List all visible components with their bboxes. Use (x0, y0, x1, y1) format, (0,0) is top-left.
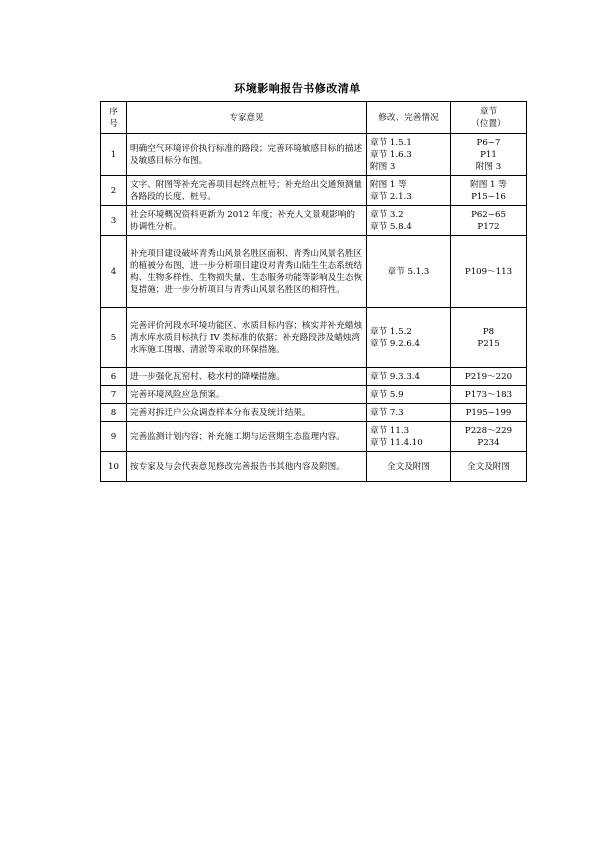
cell-line: 附图 1 等 (470, 179, 507, 190)
table-header-row (101, 102, 527, 134)
cell-line: 章节 1.5.1 (370, 137, 412, 148)
page-location (451, 134, 527, 176)
cell-line: 章节 9.3.3.4 (370, 371, 420, 382)
revision-status (367, 236, 451, 308)
cell-line: P11 (480, 149, 497, 160)
page-location (451, 308, 527, 368)
row-number: 10 (101, 452, 127, 482)
revision-status (367, 308, 451, 368)
table-row (101, 206, 527, 236)
table-row (101, 134, 527, 176)
page-location (451, 236, 527, 308)
row-number: 7 (101, 386, 127, 404)
header-no (101, 102, 127, 134)
revision-table (100, 101, 527, 482)
cell-line: 章节 5.8.4 (370, 221, 412, 232)
cell-line: P195~199 (465, 407, 512, 418)
cell-line: （位置） (471, 118, 506, 129)
page-location (451, 422, 527, 452)
cell-line: 附图 3 (370, 161, 396, 172)
cell-line: 章节 1.5.2 (370, 326, 412, 337)
cell-line: 章节 (479, 106, 498, 117)
cell-line: 章节 9.2.6.4 (370, 338, 420, 349)
table-row (101, 176, 527, 206)
cell-line: P215 (477, 338, 500, 349)
table-row (101, 386, 527, 404)
expert-opinion: 文字、附图等补充完善项目起终点桩号；补充给出交通预测量各路段的长度、桩号。 (127, 176, 367, 206)
cell-line: P173～183 (464, 389, 513, 400)
cell-line: P228～229 (464, 425, 513, 436)
cell-line: P109～113 (464, 266, 513, 277)
cell-line: 章节 11.4.10 (370, 437, 423, 448)
cell-line: 附图 3 (475, 161, 502, 172)
cell-line: 章节 2.1.3 (370, 191, 412, 202)
cell-line: P15~16 (471, 191, 506, 202)
header-status: 修改、完善情况 (367, 102, 451, 134)
cell-line: 章节 5.1.3 (387, 266, 430, 277)
revision-status (367, 134, 451, 176)
page-location (451, 386, 527, 404)
cell-line: 章节 3.2 (370, 209, 404, 220)
row-number: 8 (101, 404, 127, 422)
cell-line: P6~7 (476, 137, 501, 148)
cell-line: 全文及附图 (387, 461, 430, 472)
cell-line: 章节 5.9 (370, 389, 404, 400)
cell-line: P172 (477, 221, 500, 232)
page-location (451, 206, 527, 236)
table-row (101, 236, 527, 308)
expert-opinion: 补充项目建设破坏青秀山风景名胜区面积、青秀山风景名胜区的植被分布图，进一步分析项目建设对青秀山陆生生态系统结构、生物多样性、生物损失量、生态服务功能等影响及生态恢复措施；进一步分析项目与青秀山风景名胜区的相符性。 (127, 236, 367, 308)
expert-opinion: 按专家及与会代表意见修改完善报告书其他内容及附图。 (127, 452, 367, 482)
expert-opinion: 社会环境概况资料更新为 2012 年度；补充人文景观影响的协调性分析。 (127, 206, 367, 236)
row-number: 9 (101, 422, 127, 452)
revision-status (367, 404, 451, 422)
revision-status (367, 368, 451, 386)
cell-line: 全文及附图 (467, 461, 510, 472)
expert-opinion: 完善监测计划内容；补充施工期与运营期生态监理内容。 (127, 422, 367, 452)
revision-status (367, 422, 451, 452)
cell-line: 号 (109, 118, 118, 129)
page-location (451, 368, 527, 386)
revision-status (367, 386, 451, 404)
cell-line: 附图 1 等 (370, 179, 407, 190)
revision-status (367, 176, 451, 206)
cell-line: 章节 7.3 (370, 407, 404, 418)
expert-opinion: 进一步强化瓦窑村、稔水村的降噪措施。 (127, 368, 367, 386)
row-number: 5 (101, 308, 127, 368)
table-row (101, 368, 527, 386)
row-number: 2 (101, 176, 127, 206)
cell-line: P234 (477, 437, 500, 448)
document-title: 环境影响报告书修改清单 (234, 82, 361, 95)
header-opinion: 专家意见 (127, 102, 367, 134)
row-number: 4 (101, 236, 127, 308)
header-pages (451, 102, 527, 134)
revision-status (367, 206, 451, 236)
cell-line: 序 (109, 106, 118, 117)
expert-opinion: 完善评价河段水环境功能区、水质目标内容；核实并补充蜡烛湾水库水质目标执行 IV 类标准的依据；补充路段涉及蜡烛湾水库施工围堰、清淤等采取的环保措施。 (127, 308, 367, 368)
expert-opinion: 完善对拆迁户公众调查样本分布表及统计结果。 (127, 404, 367, 422)
row-number: 6 (101, 368, 127, 386)
expert-opinion: 完善环境风险应急预案。 (127, 386, 367, 404)
row-number: 1 (101, 134, 127, 176)
cell-line: 章节 11.3 (370, 425, 410, 436)
cell-line: P219～220 (464, 371, 513, 382)
expert-opinion: 明确空气环境评价执行标准的路段；完善环境敏感目标的描述及敏感目标分布图。 (127, 134, 367, 176)
page-location (451, 176, 527, 206)
cell-line: 章节 1.6.3 (370, 149, 412, 160)
page-location (451, 404, 527, 422)
table-row (101, 404, 527, 422)
table-row (101, 422, 527, 452)
table-row (101, 452, 527, 482)
cell-line: P62~65 (471, 209, 506, 220)
revision-status (367, 452, 451, 482)
row-number: 3 (101, 206, 127, 236)
cell-line: P8 (482, 326, 495, 337)
page-location (451, 452, 527, 482)
table-row (101, 308, 527, 368)
